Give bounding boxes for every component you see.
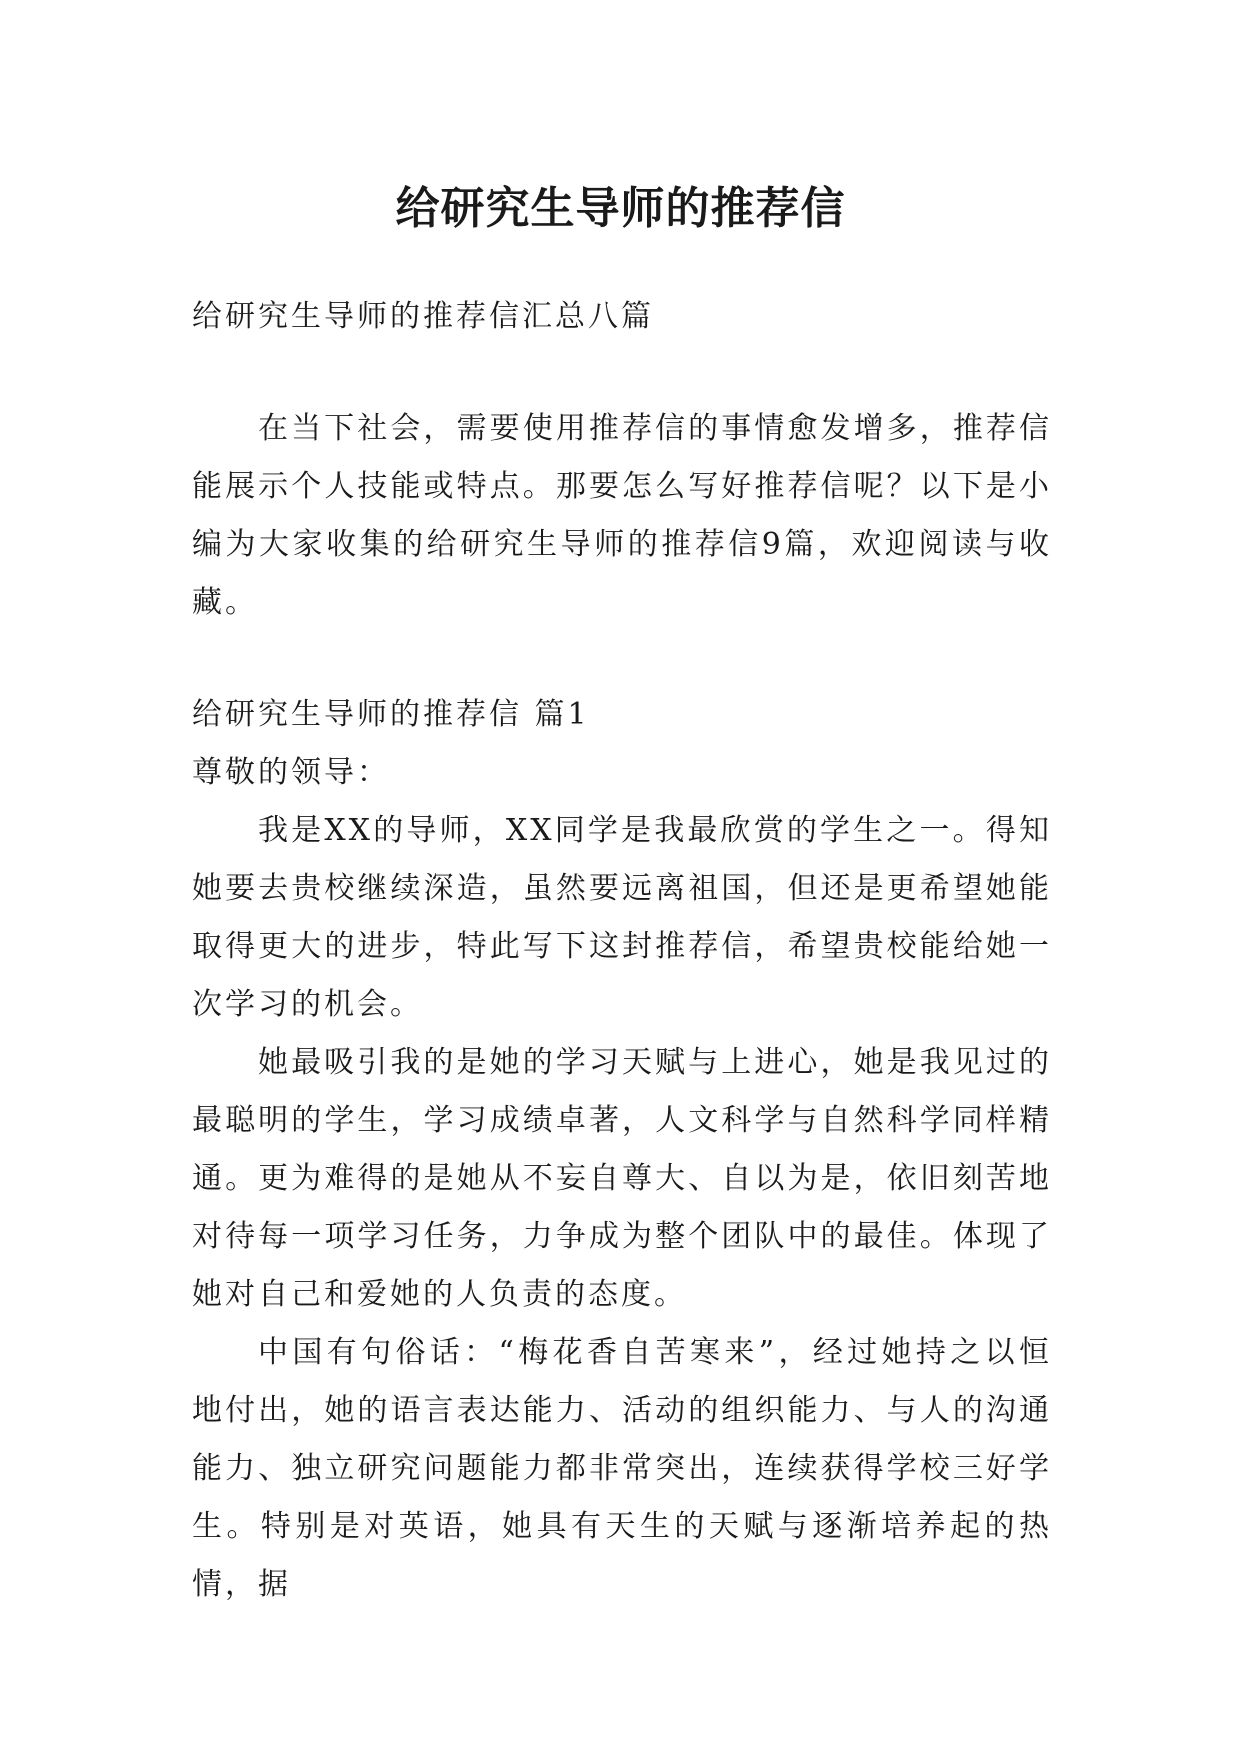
body-paragraph-2: 她最吸引我的是她的学习天赋与上进心，她是我见过的最聪明的学生，学习成绩卓著，人文科学与自然科学同样精通。更为难得的是她从不妄自尊大、自以为是，依旧刻苦地对待每一项学习任务，力争成为整个团队中的最佳。体现了她对自己和爱她的人负责的态度。	[192, 1045, 1052, 1312]
body-paragraph-1: 我是XX的导师，XX同学是我最欣赏的学生之一。得知她要去贵校继续深造，虽然要远离祖国，但还是更希望她能取得更大的进步，特此写下这封推荐信，希望贵校能给她一次学习的机会。	[192, 813, 1052, 1022]
document-title: 给研究生导师的推荐信	[395, 183, 846, 235]
spacer	[192, 632, 1052, 686]
intro-paragraph: 在当下社会，需要使用推荐信的事情愈发增多，推荐信能展示个人技能或特点。那要怎么写好推荐信呢？以下是小编为大家收集的给研究生导师的推荐信9篇，欢迎阅读与收藏。	[192, 411, 1052, 620]
section-heading: 给研究生导师的推荐信 篇1	[192, 697, 590, 732]
spacer	[192, 346, 1052, 400]
body-paragraph-3: 中国有句俗话：“梅花香自苦寒来”，经过她持之以恒地付出，她的语言表达能力、活动的组织能力、与人的沟通能力、独立研究问题能力都非常突出，连续获得学校三好学生。特别是对英语，她具有天生的天赋与逐渐培养起的热情，据	[192, 1335, 1052, 1602]
document-body	[192, 288, 1052, 1614]
document-subtitle: 给研究生导师的推荐信汇总八篇	[192, 299, 654, 334]
salutation: 尊敬的领导：	[192, 755, 390, 790]
